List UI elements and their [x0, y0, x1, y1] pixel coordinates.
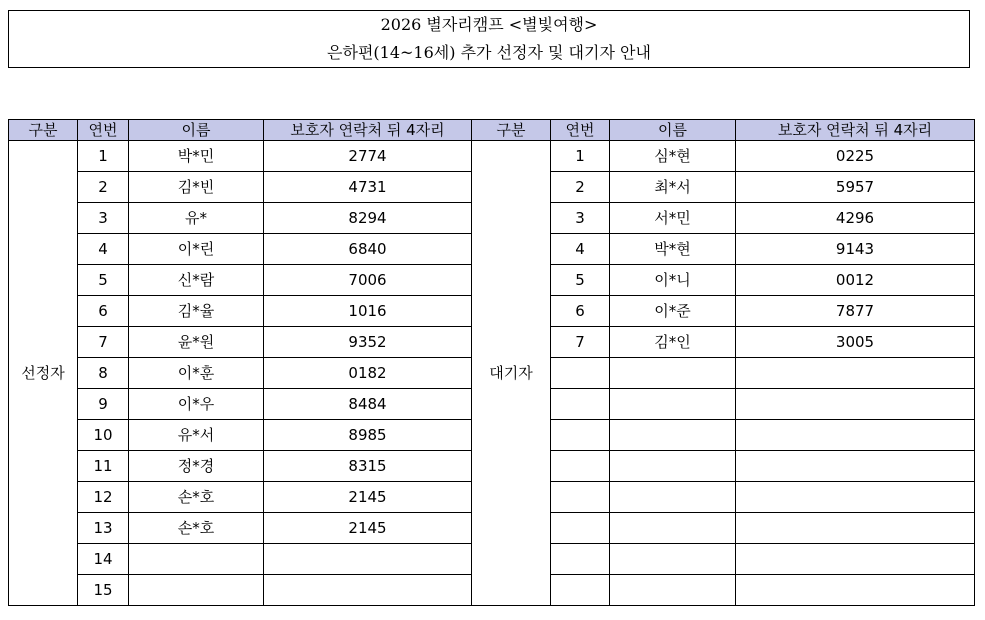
selected-name: 정*경: [129, 451, 264, 482]
selected-no: 3: [78, 203, 129, 234]
selected-contact: [264, 544, 472, 575]
waiting-name: 최*서: [610, 172, 736, 203]
waiting-contact: 0012: [736, 265, 975, 296]
selected-no: 10: [78, 420, 129, 451]
selected-name: 박*민: [129, 141, 264, 172]
selected-contact: 8294: [264, 203, 472, 234]
header-group: 구분: [9, 120, 78, 141]
header-no: 연번: [551, 120, 610, 141]
selected-no: 6: [78, 296, 129, 327]
waiting-no: 5: [551, 265, 610, 296]
selected-no: 5: [78, 265, 129, 296]
waiting-contact: [736, 358, 975, 389]
waiting-contact: [736, 482, 975, 513]
selected-no: 12: [78, 482, 129, 513]
waiting-name: 이*준: [610, 296, 736, 327]
waiting-name: 김*인: [610, 327, 736, 358]
selected-contact: 2145: [264, 513, 472, 544]
waiting-name: [610, 389, 736, 420]
header-contact: 보호자 연락처 뒤 4자리: [264, 120, 472, 141]
waiting-name: [610, 482, 736, 513]
waiting-no: [551, 482, 610, 513]
waiting-name: [610, 451, 736, 482]
selected-name: 유*: [129, 203, 264, 234]
roster-table: [8, 119, 975, 606]
selected-contact: 9352: [264, 327, 472, 358]
selected-name: 이*훈: [129, 358, 264, 389]
selected-name: 손*호: [129, 482, 264, 513]
waiting-contact: [736, 389, 975, 420]
selected-name: 이*우: [129, 389, 264, 420]
selected-name: 손*호: [129, 513, 264, 544]
waiting-no: 6: [551, 296, 610, 327]
group-selected-label: 선정자: [9, 141, 78, 606]
waiting-no: 4: [551, 234, 610, 265]
selected-name: 신*람: [129, 265, 264, 296]
selected-no: 13: [78, 513, 129, 544]
selected-name: [129, 575, 264, 606]
waiting-contact: [736, 544, 975, 575]
selected-contact: 8484: [264, 389, 472, 420]
waiting-name: [610, 575, 736, 606]
header-group: 구분: [472, 120, 551, 141]
selected-no: 7: [78, 327, 129, 358]
selected-name: 이*린: [129, 234, 264, 265]
waiting-contact: 9143: [736, 234, 975, 265]
waiting-no: [551, 575, 610, 606]
selected-no: 4: [78, 234, 129, 265]
selected-no: 9: [78, 389, 129, 420]
header-no: 연번: [78, 120, 129, 141]
waiting-no: 7: [551, 327, 610, 358]
waiting-name: [610, 544, 736, 575]
waiting-no: 2: [551, 172, 610, 203]
header-name: 이름: [610, 120, 736, 141]
title-box: [8, 10, 970, 68]
selected-contact: 7006: [264, 265, 472, 296]
waiting-contact: 5957: [736, 172, 975, 203]
waiting-contact: [736, 451, 975, 482]
selected-name: 김*율: [129, 296, 264, 327]
waiting-name: [610, 513, 736, 544]
header-row: [9, 120, 975, 141]
title-line-2: 은하편(14~16세) 추가 선정자 및 대기자 안내: [327, 43, 651, 62]
selected-contact: 6840: [264, 234, 472, 265]
waiting-contact: [736, 513, 975, 544]
selected-no: 1: [78, 141, 129, 172]
waiting-no: [551, 451, 610, 482]
waiting-no: [551, 513, 610, 544]
waiting-no: 1: [551, 141, 610, 172]
waiting-no: 3: [551, 203, 610, 234]
waiting-contact: 4296: [736, 203, 975, 234]
selected-contact: 8985: [264, 420, 472, 451]
selected-no: 15: [78, 575, 129, 606]
waiting-no: [551, 420, 610, 451]
waiting-contact: 7877: [736, 296, 975, 327]
selected-contact: 0182: [264, 358, 472, 389]
selected-contact: 8315: [264, 451, 472, 482]
header-contact: 보호자 연락처 뒤 4자리: [736, 120, 975, 141]
selected-name: 김*빈: [129, 172, 264, 203]
waiting-contact: [736, 420, 975, 451]
waiting-name: [610, 420, 736, 451]
waiting-contact: 3005: [736, 327, 975, 358]
selected-contact: 2145: [264, 482, 472, 513]
waiting-name: [610, 358, 736, 389]
selected-no: 11: [78, 451, 129, 482]
waiting-contact: [736, 575, 975, 606]
selected-name: 윤*원: [129, 327, 264, 358]
selected-name: [129, 544, 264, 575]
waiting-no: [551, 358, 610, 389]
waiting-no: [551, 389, 610, 420]
header-name: 이름: [129, 120, 264, 141]
waiting-name: 서*민: [610, 203, 736, 234]
waiting-contact: 0225: [736, 141, 975, 172]
selected-contact: [264, 575, 472, 606]
selected-contact: 1016: [264, 296, 472, 327]
title-line-1: 2026 별자리캠프 <별빛여행>: [380, 15, 598, 34]
waiting-name: 심*현: [610, 141, 736, 172]
selected-no: 8: [78, 358, 129, 389]
selected-contact: 2774: [264, 141, 472, 172]
selected-name: 유*서: [129, 420, 264, 451]
waiting-name: 박*현: [610, 234, 736, 265]
selected-no: 14: [78, 544, 129, 575]
table-row: [9, 141, 975, 172]
selected-contact: 4731: [264, 172, 472, 203]
waiting-name: 이*니: [610, 265, 736, 296]
waiting-no: [551, 544, 610, 575]
group-waiting-label: 대기자: [472, 141, 551, 606]
selected-no: 2: [78, 172, 129, 203]
